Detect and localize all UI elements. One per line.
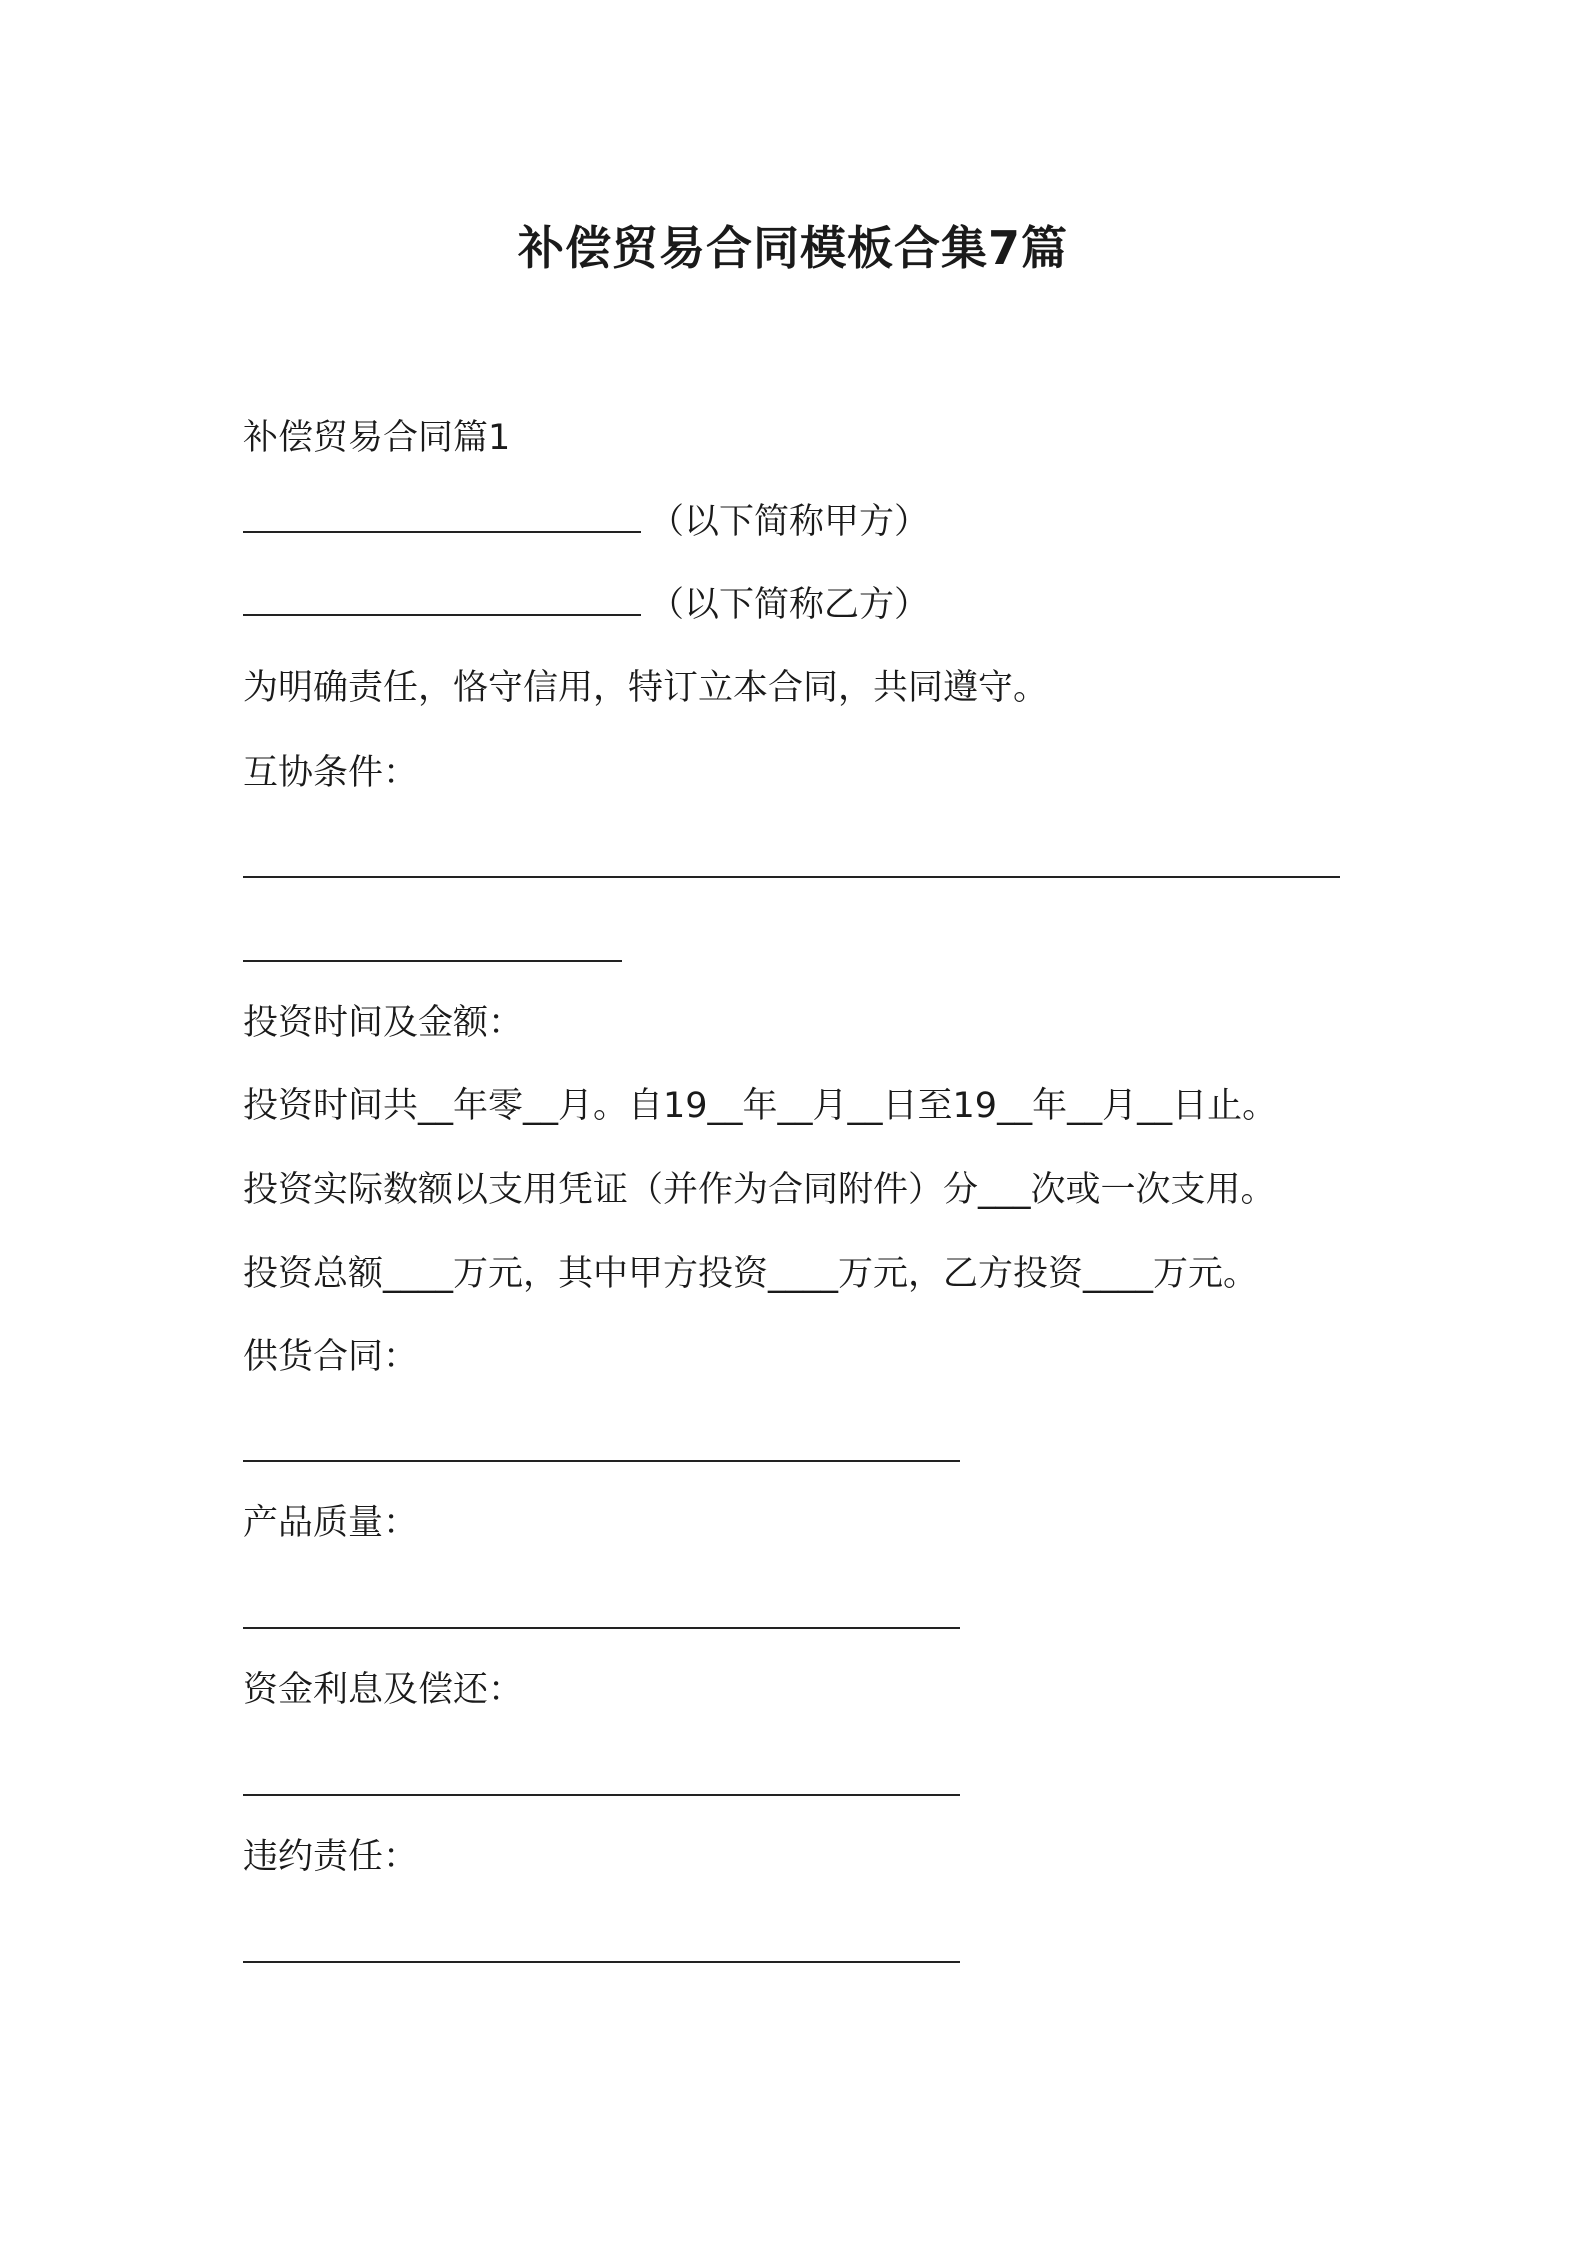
breach-blank xyxy=(243,1961,960,1963)
mutual-conditions-blank-2 xyxy=(243,960,622,962)
investment-label: 投资时间及金额： xyxy=(243,1003,524,1043)
product-quality-label: 产品质量： xyxy=(243,1503,419,1543)
document-title: 补偿贸易合同模板合集7篇 xyxy=(517,221,1068,275)
investment-actual-text: 投资实际数额以支用凭证（并作为合同附件）分___次或一次支用。 xyxy=(243,1170,1276,1210)
product-quality-blank xyxy=(243,1627,960,1629)
party-b-line xyxy=(243,580,929,630)
party-b-suffix: （以下简称乙方） xyxy=(649,585,930,625)
mutual-conditions-label: 互协条件： xyxy=(243,753,419,793)
preamble-text: 为明确责任，恪守信用，特订立本合同，共同遵守。 xyxy=(243,668,1049,708)
funds-interest-label: 资金利息及偿还： xyxy=(243,1670,524,1710)
supply-contract-label: 供货合同： xyxy=(243,1337,419,1377)
party-b-blank xyxy=(243,580,641,616)
party-a-line xyxy=(243,497,929,547)
section-heading: 补偿贸易合同篇1 xyxy=(243,418,511,458)
investment-time-text: 投资时间共__年零__月。自19__年__月__日至19__年__月__日止。 xyxy=(243,1086,1278,1126)
funds-interest-blank xyxy=(243,1794,960,1796)
investment-total-text: 投资总额____万元，其中甲方投资____万元，乙方投资____万元。 xyxy=(243,1254,1259,1294)
supply-contract-blank xyxy=(243,1460,960,1462)
party-a-blank xyxy=(243,497,641,533)
breach-label: 违约责任： xyxy=(243,1837,419,1877)
mutual-conditions-blank-1 xyxy=(243,876,1340,878)
party-a-suffix: （以下简称甲方） xyxy=(649,502,930,542)
